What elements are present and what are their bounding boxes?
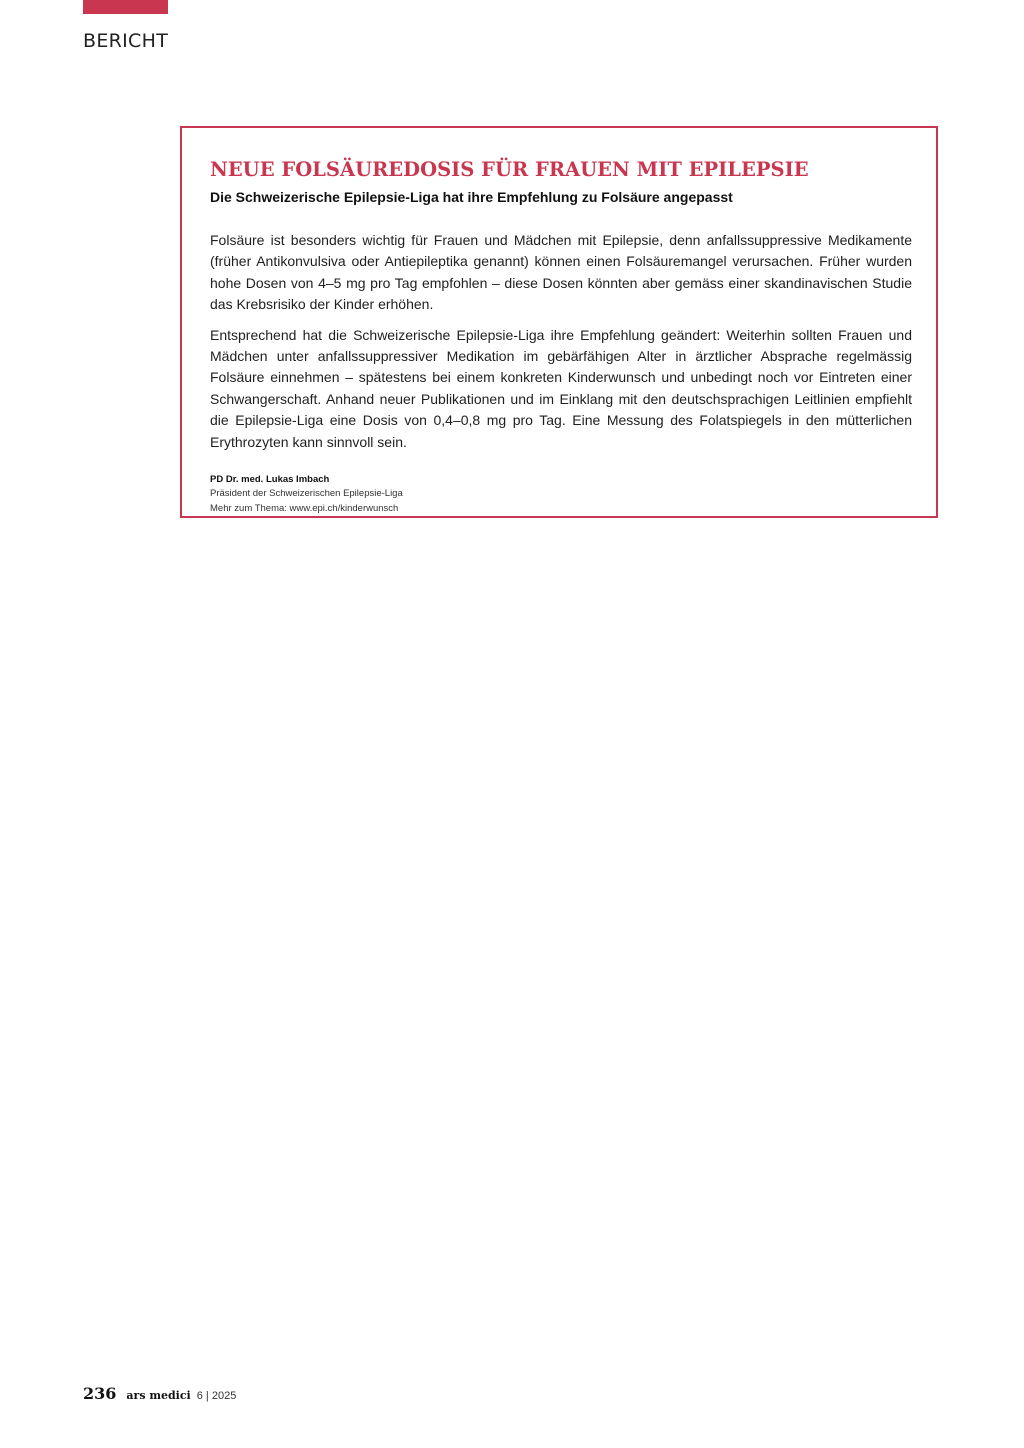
author-name: PD Dr. med. Lukas Imbach: [210, 474, 330, 486]
section-label: BERICHT: [83, 30, 169, 52]
journal-name: ars medici: [126, 1389, 191, 1402]
box-subtitle: Die Schweizerische Epilepsie-Liga hat ihre Empfehlung zu Folsäure angepasst: [210, 189, 733, 205]
box-title: NEUE FOLSÄUREDOSIS FÜR FRAUEN MIT EPILEPSIE: [210, 158, 809, 181]
info-box-content: [210, 156, 912, 516]
page-footer: [83, 1384, 236, 1403]
body-paragraph: Entsprechend hat die Schweizerische Epilepsie-Liga ihre Empfehlung geändert: Weiterhin sollten Frauen und Mädchen unter anfallssuppressiver Medikation im gebärfähigen Alter in ärztlicher Absprache regelmässig Folsäure einnehmen – spätestens bei einem konkreten Kinderwunsch und unbedingt noch vor Eintreten einer Schwangerschaft. Anhand neuer Publikationen und im Einklang mit den deutschsprachigen Leitlinien empfiehlt die Epilepsie-Liga eine Dosis von 0,4–0,8 mg pro Tag. Eine Messung des Folatspiegels in den mütterlichen Erythrozyten kann sinnvoll sein.: [210, 326, 912, 450]
section-color-bar: [83, 0, 168, 14]
page-number: 236: [83, 1384, 117, 1403]
author-block: [210, 473, 912, 516]
author-role: Präsident der Schweizerischen Epilepsie-Liga: [210, 488, 403, 500]
issue-number: 6 | 2025: [196, 1390, 237, 1402]
info-box: [180, 126, 938, 518]
body-paragraph: Folsäure ist besonders wichtig für Frauen und Mädchen mit Epilepsie, denn anfallssuppressive Medikamente (früher Antikonvulsiva oder Antiepileptika genannt) können einen Folsäuremangel verursachen. Früher wurden hohe Dosen von 4–5 mg pro Tag empfohlen – diese Dosen könnten aber gemäss einer skandinavischen Studie das Krebsrisiko der Kinder erhöhen.: [210, 232, 912, 313]
more-info-link[interactable]: Mehr zum Thema: www.epi.ch/kinderwunsch: [210, 502, 399, 514]
